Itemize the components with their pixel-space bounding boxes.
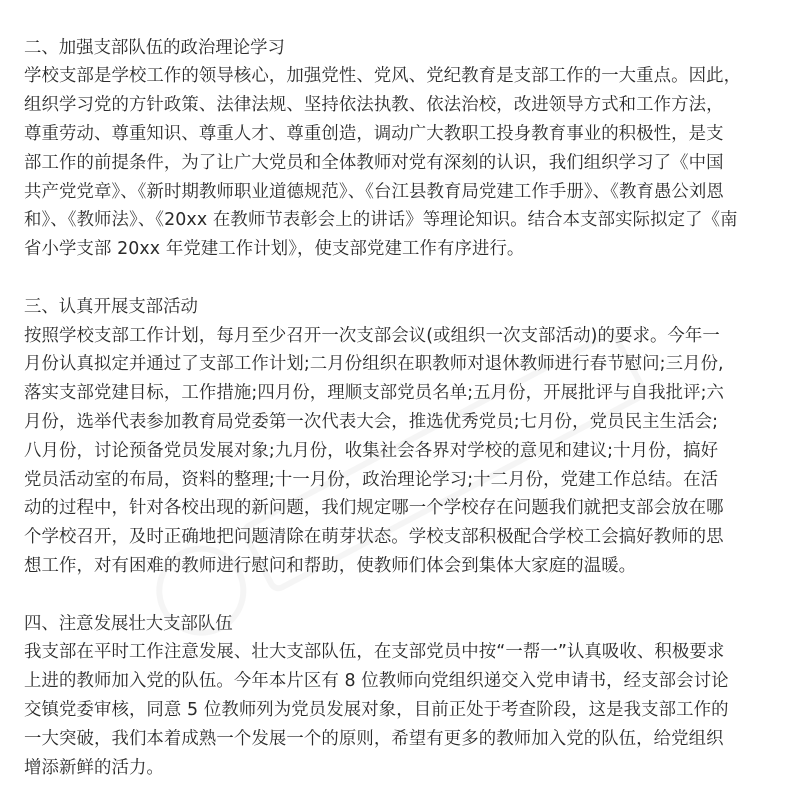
section-political-study xyxy=(24,34,784,264)
intro-paragraph xyxy=(24,0,784,5)
paragraph-line: 落实支部党建目标，工作措施;四月份，理顺支部党员名单;五月份，开展批评与自我批评;六 xyxy=(24,383,725,404)
paragraph-line: 和》、《教师法》、《20xx 在教师节表彰会上的讲话》等理论知识。结合本支部实际拟定了《南 xyxy=(24,210,738,231)
paragraph-line: 交镇党委审核，同意 5 位教师列为党员发展对象，目前正处于考查阶段，这是我支部工作的 xyxy=(24,699,729,720)
paragraph-line: 动的过程中，针对各校出现的新问题，我们规定哪一个学校存在问题我们就把支部会放在哪 xyxy=(24,498,724,519)
document-body xyxy=(24,0,784,782)
paragraph-line: 组织学习党的方针政策、法律法规、坚持依法执教、依法治校，改进领导方式和工作方法， xyxy=(24,95,724,116)
paragraph-line: 增添新鲜的活力。 xyxy=(24,757,164,778)
section-heading: 四、注意发展壮大支部队伍 xyxy=(24,613,233,634)
paragraph-line: 个学校召开，及时正确地把问题清除在萌芽状态。学校支部积极配合学校工会搞好教师的思 xyxy=(24,527,724,548)
paragraph-line: 想工作，对有困难的教师进行慰问和帮助，使教师们体会到集体大家庭的温暖。 xyxy=(24,555,637,576)
paragraph-line: 月份，选举代表参加教育局党委第一次代表大会，推选优秀党员;七月份，党员民主生活会; xyxy=(24,411,719,432)
paragraph-line: 月份认真拟定并通过了支部工作计划;二月份组织在职教师对退休教师进行春节慰问;三月份, xyxy=(24,354,724,375)
paragraph-line xyxy=(24,0,784,5)
paragraph-line: 我支部在平时工作注意发展、壮大支部队伍，在支部党员中按“一帮一”认真吸收、积极要求 xyxy=(24,642,725,663)
section-branch-activities xyxy=(24,293,784,581)
paragraph-line: 部工作的前提条件，为了让广大党员和全体教师对党有深刻的认识，我们组织学习了《中国 xyxy=(24,152,724,173)
paragraph-line: 一大突破，我们本着成熟一个发展一个的原则，希望有更多的教师加入党的队伍，给党组织 xyxy=(24,728,724,749)
paragraph-line: 按照学校支部工作计划，每月至少召开一次支部会议(或组织一次支部活动)的要求。今年一 xyxy=(24,325,720,346)
section-heading: 二、加强支部队伍的政治理论学习 xyxy=(24,37,285,58)
paragraph-line: 尊重劳动、尊重知识、尊重人才、尊重创造，调动广大教职工投身教育事业的积极性，是支 xyxy=(24,123,724,144)
paragraph-line: 省小学支部 20xx 年党建工作计划》，使支部党建工作有序进行。 xyxy=(24,239,525,260)
paragraph-line: 八月份，讨论预备党员发展对象;九月份，收集社会各界对学校的意见和建议;十月份，搞好 xyxy=(24,440,719,461)
paragraph-line: 党员活动室的布局，资料的整理;十一月份，政治理论学习;十二月份，党建工作总结。在活 xyxy=(24,469,719,490)
section-heading: 三、认真开展支部活动 xyxy=(24,296,198,317)
paragraph-line: 上进的教师加入党的队伍。今年本片区有 8 位教师向党组织递交入党申请书，经支部会讨论 xyxy=(24,671,729,692)
paragraph-line: 学校支部是学校工作的领导核心，加强党性、党风、党纪教育是支部工作的一大重点。因此， xyxy=(24,66,742,87)
paragraph-line: 共产党党章》、《新时期教师职业道德规范》、《台江县教育局党建工作手册》、《教育愚公刘恩 xyxy=(24,181,724,202)
section-team-growth xyxy=(24,610,784,783)
